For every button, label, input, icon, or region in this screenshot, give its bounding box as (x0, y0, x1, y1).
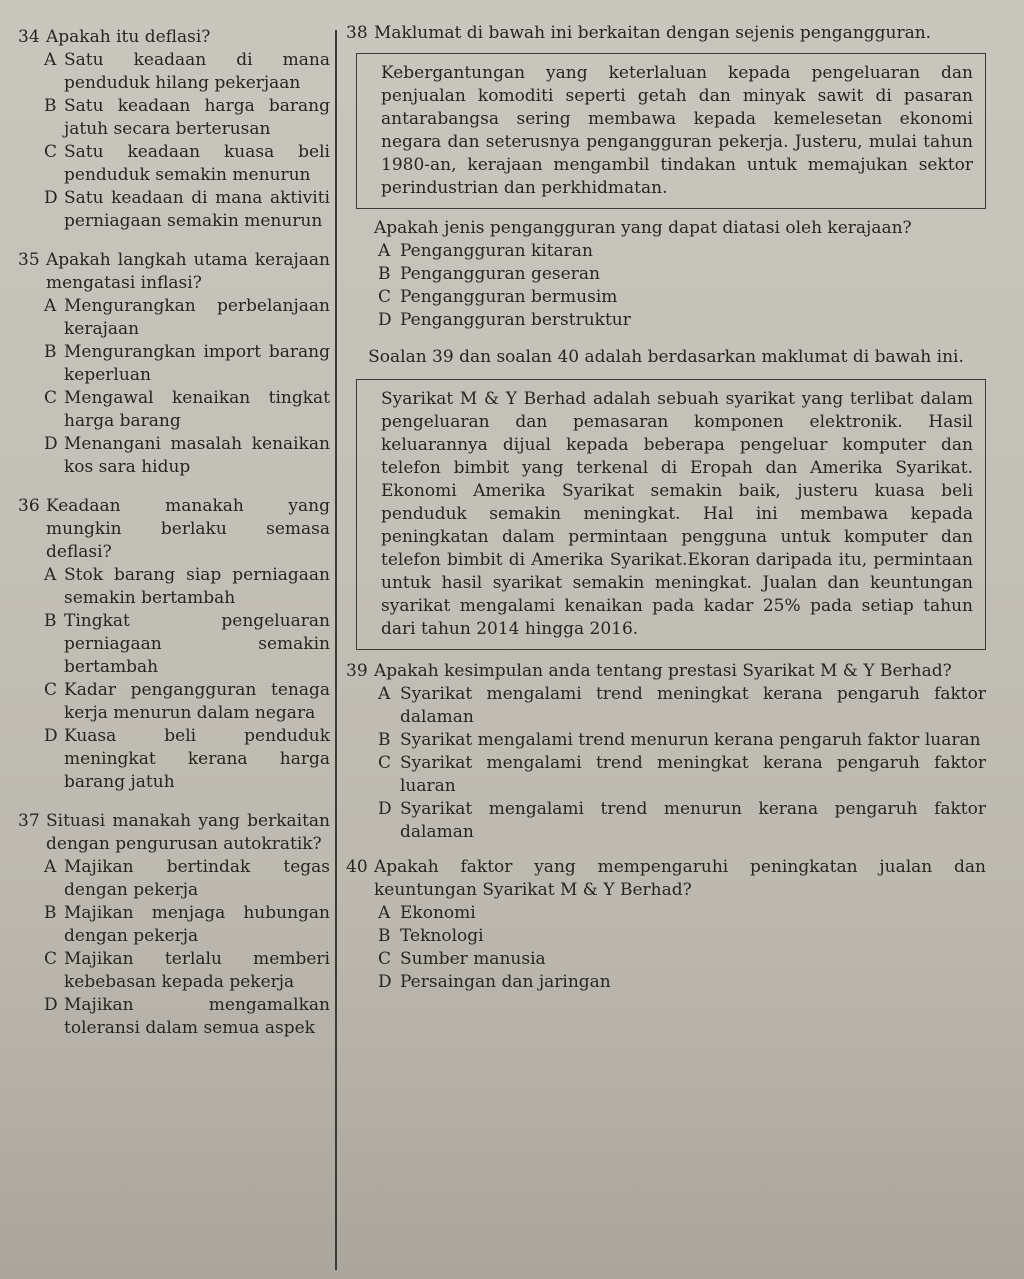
question-number: 35 (18, 250, 40, 270)
column-divider (335, 30, 337, 1270)
option-c[interactable]: C Syarikat mengalami trend meningkat kerana pengaruh faktor luaran (378, 753, 986, 796)
question-text: Apakah kesimpulan anda tentang prestasi Syarikat M & Y Berhad? (374, 661, 952, 681)
question-text: Apakah langkah utama kerajaan mengatasi inflasi? (46, 250, 330, 293)
option-c[interactable]: C Kadar pengangguran tenaga kerja menurun dalam negara (44, 680, 330, 723)
question-39 (346, 660, 986, 844)
passage-text: Syarikat M & Y Berhad adalah sebuah syarikat yang terlibat dalam pengeluaran dan pemasaran komponen elektronik. Hasil keluarannya dijual kepada beberapa pengeluar komputer dan telefon bimbit yang terkenal di Eropah dan Amerika Syarikat. Ekonomi Amerika Syarikat semakin baik, justeru kuasa beli penduduk semakin meningkat. Hal ini membawa kepada peningkatan dalam permintaan pengguna untuk komputer dan telefon bimbit di Amerika Syarikat.Ekoran daripada itu, permintaan untuk hasil syarikat semakin meningkat. Jualan dan keuntungan syarikat mengalami kenaikan pada kadar 25% pada setiap tahun dari tahun 2014 hingga 2016. (381, 389, 973, 639)
question-text: Situasi manakah yang berkaitan dengan pengurusan autokratik? (46, 811, 330, 854)
question-text: Keadaan manakah yang mungkin berlaku semasa deflasi? (46, 496, 330, 562)
stem-question: Apakah jenis pengangguran yang dapat diatasi oleh kerajaan? (374, 218, 912, 238)
question-number: 37 (18, 811, 40, 831)
option-c[interactable]: C Sumber manusia (378, 949, 546, 969)
question-36 (18, 495, 330, 794)
option-a[interactable]: A Ekonomi (378, 903, 476, 923)
option-c[interactable]: C Pengangguran bermusim (378, 287, 618, 307)
option-d[interactable]: D Menangani masalah kenaikan kos sara hidup (44, 434, 330, 477)
question-text: Maklumat di bawah ini berkaitan dengan sejenis pengangguran. (374, 23, 932, 43)
info-box (356, 53, 986, 209)
option-d[interactable]: D Syarikat mengalami trend menurun kerana pengaruh faktor dalaman (378, 799, 986, 842)
question-number: 39 (346, 661, 368, 681)
question-40 (346, 856, 986, 994)
question-35 (18, 249, 330, 479)
option-a[interactable]: A Pengangguran kitaran (378, 241, 593, 261)
option-b[interactable]: B Pengangguran geseran (378, 264, 600, 284)
question-number: 34 (18, 27, 40, 47)
question-number: 36 (18, 496, 40, 516)
option-a[interactable]: A Mengurangkan perbelanjaan kerajaan (44, 296, 330, 339)
option-b[interactable]: B Satu keadaan harga barang jatuh secara berterusan (44, 96, 330, 139)
option-c[interactable]: C Majikan terlalu memberi kebebasan kepada pekerja (44, 949, 330, 992)
question-34 (18, 26, 330, 233)
question-text: Apakah faktor yang mempengaruhi peningkatan jualan dan keuntungan Syarikat M & Y Berhad? (374, 857, 986, 900)
option-a[interactable]: A Stok barang siap perniagaan semakin bertambah (44, 565, 330, 608)
section-intro: Soalan 39 dan soalan 40 adalah berdasarkan maklumat di bawah ini. (368, 347, 964, 367)
right-column (346, 22, 986, 994)
option-a[interactable]: A Majikan bertindak tegas dengan pekerja (44, 857, 330, 900)
question-number: 40 (346, 857, 368, 877)
option-c[interactable]: C Mengawal kenaikan tingkat harga barang (44, 388, 330, 431)
option-b[interactable]: B Teknologi (378, 926, 484, 946)
question-number: 38 (346, 23, 368, 43)
question-38 (346, 22, 986, 332)
passage-text: Kebergantungan yang keterlaluan kepada pengeluaran dan penjualan komoditi seperti getah dan minyak sawit di pasaran antarabangsa sering membawa kepada kemelesetan ekonomi negara dan seterusnya pengangguran pekerja. Justeru, mulai tahun 1980-an, kerajaan mengambil tindakan untuk memajukan sektor perindustrian dan perkhidmatan. (381, 63, 973, 198)
question-text: Apakah itu deflasi? (46, 27, 211, 47)
info-box-39-40 (356, 379, 986, 650)
option-d[interactable]: D Kuasa beli penduduk meningkat kerana harga barang jatuh (44, 726, 330, 792)
option-a[interactable]: A Syarikat mengalami trend meningkat kerana pengaruh faktor dalaman (378, 684, 986, 727)
option-b[interactable]: B Tingkat pengeluaran perniagaan semakin bertambah (44, 611, 330, 677)
option-c[interactable]: C Satu keadaan kuasa beli penduduk semakin menurun (44, 142, 330, 185)
option-b[interactable]: B Mengurangkan import barang keperluan (44, 342, 330, 385)
option-d[interactable]: D Persaingan dan jaringan (378, 972, 611, 992)
question-37 (18, 810, 330, 1040)
option-d[interactable]: D Majikan mengamalkan toleransi dalam semua aspek (44, 995, 330, 1038)
option-d[interactable]: D Pengangguran berstruktur (378, 310, 631, 330)
option-a[interactable]: A Satu keadaan di mana penduduk hilang pekerjaan (44, 50, 330, 93)
option-b[interactable]: B Majikan menjaga hubungan dengan pekerja (44, 903, 330, 946)
left-column (18, 26, 330, 1040)
option-b[interactable]: B Syarikat mengalami trend menurun kerana pengaruh faktor luaran (378, 730, 981, 750)
option-d[interactable]: D Satu keadaan di mana aktiviti perniagaan semakin menurun (44, 188, 330, 231)
